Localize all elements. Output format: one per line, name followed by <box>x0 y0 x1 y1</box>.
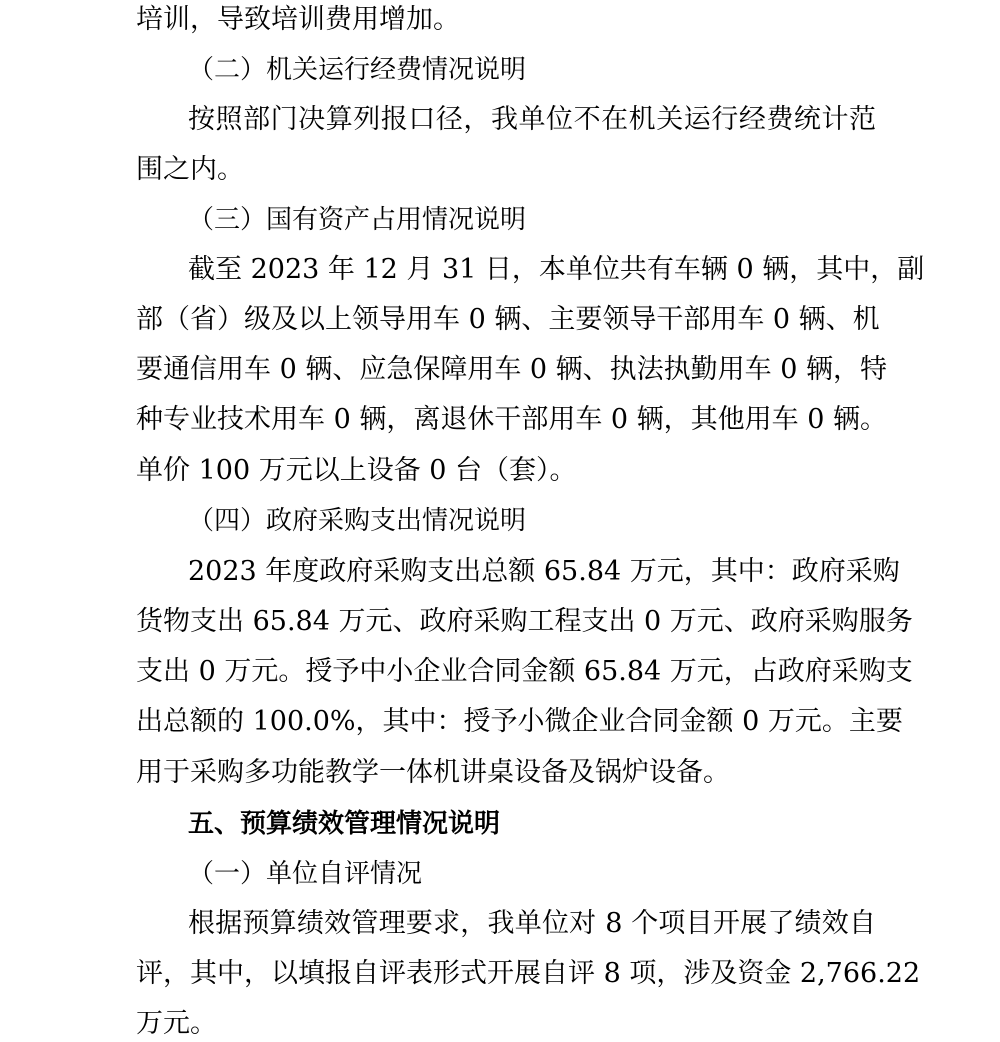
paragraph-line: 按照部门决算列报口径，我单位不在机关运行经费统计范 <box>188 104 876 135</box>
paragraph-line: 种专业技术用车 0 辆，离退休干部用车 0 辆，其他用车 0 辆。 <box>136 404 888 435</box>
paragraph-line: 出总额的 100.0%，其中：授予小微企业合同金额 0 万元。主要 <box>136 706 903 737</box>
section-heading: （三）国有资产占用情况说明 <box>188 205 527 235</box>
section-heading: （一）单位自评情况 <box>188 859 423 889</box>
paragraph-line: 截至 2023 年 12 月 31 日，本单位共有车辆 0 辆，其中，副 <box>188 254 925 285</box>
paragraph-line: 围之内。 <box>136 154 244 185</box>
paragraph-line: 货物支出 65.84 万元、政府采购工程支出 0 万元、政府采购服务 <box>136 606 913 637</box>
paragraph-line: 评，其中，以填报自评表形式开展自评 8 项，涉及资金 2,766.22 <box>136 958 921 989</box>
paragraph-line: 2023 年度政府采购支出总额 65.84 万元，其中：政府采购 <box>188 556 900 587</box>
paragraph-line: 支出 0 万元。授予中小企业合同金额 65.84 万元，占政府采购支 <box>136 656 913 687</box>
paragraph-line: 万元。 <box>136 1008 217 1039</box>
paragraph-line: 单价 100 万元以上设备 0 台（套）。 <box>136 455 577 486</box>
paragraph-line: 要通信用车 0 辆、应急保障用车 0 辆、执法执勤用车 0 辆，特 <box>136 354 888 385</box>
paragraph-line: 培训，导致培训费用增加。 <box>136 4 460 35</box>
paragraph-line: 部（省）级及以上领导用车 0 辆、主要领导干部用车 0 辆、机 <box>136 304 880 335</box>
chapter-heading: 五、预算绩效管理情况说明 <box>188 809 501 839</box>
section-heading: （四）政府采购支出情况说明 <box>188 506 527 536</box>
section-heading: （二）机关运行经费情况说明 <box>188 55 527 85</box>
paragraph-line: 用于采购多功能教学一体机讲桌设备及锅炉设备。 <box>136 757 730 788</box>
paragraph-line: 根据预算绩效管理要求，我单位对 8 个项目开展了绩效自 <box>188 908 876 939</box>
